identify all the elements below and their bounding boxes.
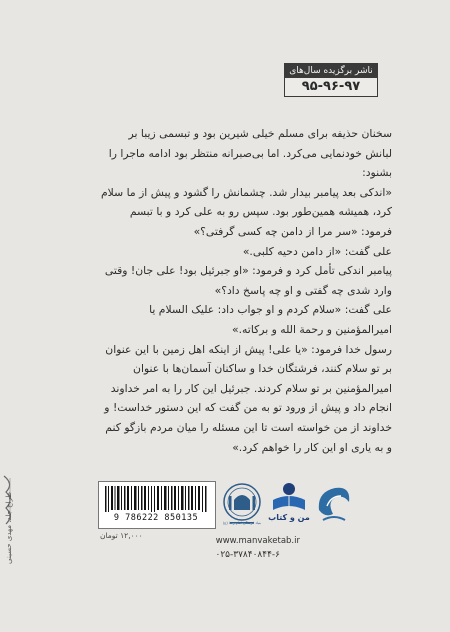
excerpt-paragraph-2: «اندکی بعد پیامبر بیدار شد. چشمانش را گشود و پیش از ما سلام کرد، همیشه همین‌طور بود. سپس رو به علی کرد و با تبسم فرمود: «سر مرا از دامن چه کسی گرفتی؟» <box>100 185 392 238</box>
mosque-emblem-icon <box>219 482 265 526</box>
bird-emblem <box>313 480 355 526</box>
cover-designer-credit: طراح جلد: مهدی حسینی <box>5 491 13 565</box>
excerpt-paragraph-4: پیامبر اندکی تأمل کرد و فرمود: «او جبرئیل بود! علی جان! وقتی وارد شدی چه گفتی و او چه پاسخ داد؟» <box>104 264 392 297</box>
isbn-number: 9 786222 850135 <box>113 513 199 523</box>
publisher-badge-years: ۹۵-۹۶-۹۷ <box>301 79 361 94</box>
price-label: ۱۲,۰۰۰ تومان <box>100 531 143 540</box>
publisher-badge-label: ناشر برگزیده سال‌های <box>285 64 377 78</box>
back-cover-excerpt <box>100 124 392 457</box>
excerpt-paragraph-5: علی گفت: «سلام کردم و او جواب داد: علیک السلام یا امیرالمؤمنین و رحمة الله و برکاته.» <box>149 303 392 336</box>
excerpt-paragraph-6: رسول خدا فرمود: «یا علی! پیش از اینکه اهل زمین با این عنوان بر تو سلام کنند، فرشتگان خدا و ساکنان آسمان‌ها با عنوان امیرالمؤمنین بر تو سلام کردند. جبرئیل این کار را به امر خداوند انجام داد و پیش از ورود تو به من گفت که این دستور خداست! و خداوند از من خواسته است تا این مسئله را میان مردم بازگو کنم و به یاری او این کار را خواهم کرد.» <box>104 342 392 454</box>
institution-logo <box>219 482 265 526</box>
reader-book-icon <box>267 480 311 514</box>
publisher-logo <box>267 480 311 526</box>
publisher-badge <box>284 63 378 97</box>
excerpt-paragraph-3: علی گفت: «از دامن دحیه کلبی.» <box>242 244 392 258</box>
barcode-bars-icon <box>105 486 209 512</box>
publisher-website: www.manvaketab.ir <box>215 536 300 546</box>
publisher-logo-text: من و کتاب <box>268 513 310 522</box>
publisher-phone: ۰۲۵-۳۷۸۴۰۸۴۴-۶ <box>215 550 280 560</box>
institution-logo-text: بنیاد فرهنگی امام رضا (ع) <box>222 521 262 525</box>
excerpt-paragraph-1: سخنان حذیفه برای مسلم خیلی شیرین بود و تبسمی زیبا بر لبانش خودنمایی می‌کرد. اما بی‌صبرانه منتظر بود ادامه ماجرا را بشنود: <box>108 127 392 180</box>
bird-emblem-icon <box>313 480 355 526</box>
